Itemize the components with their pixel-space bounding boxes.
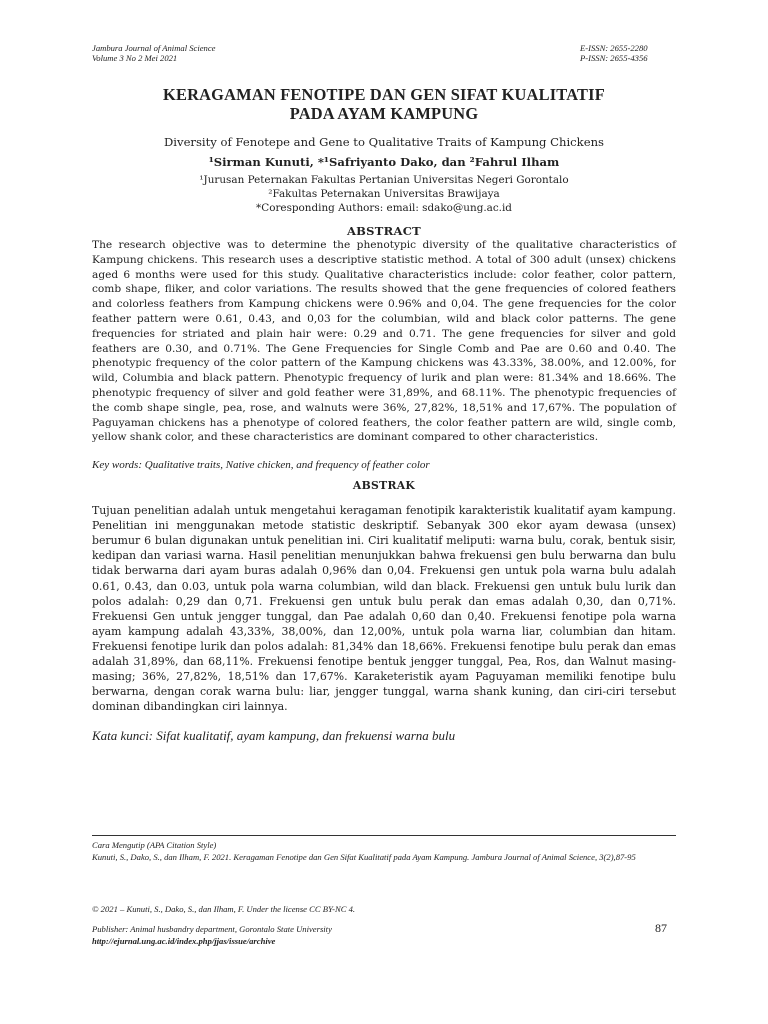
abstract-body	[92, 238, 676, 445]
authors: ¹Sirman Kunuti, *¹Safriyanto Dako, dan ²Fahrul Ilham	[208, 155, 560, 169]
affiliation-1: ¹Jurusan Peternakan Fakultas Pertanian Universitas Negeri Gorontalo	[199, 174, 569, 186]
kata-kunci-label: Kata kunci:	[92, 728, 154, 744]
article-page	[92, 38, 676, 744]
abstract-heading: ABSTRACT	[346, 224, 422, 238]
affiliation-2: ²Fakultas Peternakan Universitas Brawijaya	[268, 188, 500, 200]
title-line-1: KERAGAMAN FENOTIPE DAN GEN SIFAT KUALITATIF	[163, 85, 605, 104]
citation-text: Kunuti, S., Dako, S., dan Ilham, F. 2021. Keragaman Fenotipe dan Gen Sifat Kualitatif pada Ayam Kampung. Jambura Journal of Animal Science, 3(2),87-95	[92, 852, 636, 862]
kata-kunci	[92, 728, 676, 744]
issn-info	[580, 43, 676, 63]
journal-volume: Volume 3 No 2 Mei 2021	[92, 53, 178, 63]
abstract-text: The research objective was to determine the phenotypic diversity of the qualitative characteristics of Kampung chickens. This research uses a descriptive statistic method. A total of 300 adult (unsex) chickens aged 6 months were used for this study. Qualitative characteristics include: color feather, color pattern, comb shape, fliker, and color variations. The results showed that the gene frequencies of colored feathers and colorless feathers from Kampung chickens were 0.96% and 0,04. The gene frequencies for the color feather pattern were 0.61, 0.43, and 0,03 for the columbian, wild and black color patterns. The gene frequencies for striated and plain hair were: 0.29 and 0.71. The gene frequencies for silver and gold feathers are 0.30, and 0.71%. The Gene Frequencies for Single Comb and Pae are 0.60 and 0.40. The phenotypic frequency of the color pattern of the Kampung chickens was 43.33%, 38.00%, and 12.00%, for wild, Columbia and black pattern. Phenotypic frequency of lurik and plan were: 81.34% and 18.66%. The phenotypic frequency of silver and gold feather were 31,89%, and 68.11%. The phenotypic frequencies of the comb shape single, pea, rose, and walnuts were 36%, 27,82%, 18,51% and 17,67%. The population of Paguyaman chickens has a phenotype of colored feathers, the color feather pattern are wild, single comb, yellow shank color, and these characteristics are dominant compared to other characteristics.	[92, 239, 676, 444]
abstrak-heading: ABSTRAK	[352, 479, 416, 493]
license-line: © 2021 – Kunuti, S., Dako, S., dan Ilham, F. Under the license CC BY-NC 4.	[92, 904, 356, 914]
page-number: 87	[655, 921, 667, 935]
citation-label: Cara Mengutip (APA Citation Style)	[92, 840, 217, 850]
running-header	[92, 38, 676, 68]
title-line-2: PADA AYAM KAMPUNG	[289, 104, 479, 123]
english-subtitle: Diversity of Fenotepe and Gene to Qualitative Traits of Kampung Chickens	[164, 135, 604, 149]
pissn: P-ISSN: 2655-4356	[580, 53, 648, 63]
kata-kunci-text: Sifat kualitatif, ayam kampung, dan frekuensi warna bulu	[153, 728, 456, 744]
abstrak-text: Tujuan penelitian adalah untuk mengetahui keragaman fenotipik karakteristik kualitatif ayam kampung. Penelitian ini menggunakan metode statistic deskriptif. Sebanyak 300 ekor ayam dewasa (unsex) berumur 6 bulan digunakan untuk penelitian ini. Ciri kualitatif meliputi: warna bulu, corak, bentuk sisir, kedipan dan variasi warna. Hasil penelitian menunjukkan bahwa frekuensi gen bulu berwarna dan bulu tidak berwarna dari ayam buras adalah 0,96% dan 0,04. Frekuensi gen untuk pola warna bulu adalah 0.61, 0.43, dan 0.03, untuk pola warna columbian, wild dan black. Frekuensi gen untuk bulu lurik dan polos adalah: 0,29 dan 0,71. Frekuensi gen untuk bulu perak dan emas adalah 0,30, dan 0,71%. Frekuensi Gen untuk jengger tunggal, dan Pae adalah 0,60 dan 0,40. Frekuensi fenotipe pola warna ayam kampung adalah 43,33%, 38,00%, dan 12,00%, untuk pola warna liar, columbian dan hitam. Frekuensi fenotipe lurik dan polos adalah: 81,34% dan 18,66%. Frekuensi fenotipe bulu perak dan emas adalah 31,89%, dan 68,11%. Frekuensi fenotipe bentuk jengger tunggal, Pea, Ros, dan Walnut masing-masing; 36%, 27,82%, 18,51% dan 17,67%. Karaketeristik ayam Paguyaman memiliki fenotipe bulu berwarna, dengan corak warna bulu: liar, jengger tunggal, warna shank kuning, dan ciri-ciri tersebut dominan dibandingkan ciri lainnya.	[92, 504, 676, 714]
journal-info	[92, 43, 215, 63]
article-title	[92, 85, 676, 123]
abstrak-body	[92, 503, 676, 714]
publisher-block	[92, 923, 676, 947]
journal-name: Jambura Journal of Animal Science	[92, 43, 216, 53]
footer-divider	[92, 835, 676, 836]
citation-block	[92, 839, 676, 863]
keywords: Key words: Qualitative traits, Native chicken, and frequency of feather color	[92, 459, 430, 472]
publisher-line: Publisher: Animal husbandry department, Gorontalo State University	[92, 924, 332, 934]
journal-url-link[interactable]: http://ejurnal.ung.ac.id/index.php/jjas/issue/archive	[92, 936, 276, 946]
affiliations	[92, 173, 676, 215]
eissn: E-ISSN: 2655-2280	[580, 43, 648, 53]
corresponding-author: *Coresponding Authors: email: sdako@ung.ac.id	[256, 202, 512, 214]
